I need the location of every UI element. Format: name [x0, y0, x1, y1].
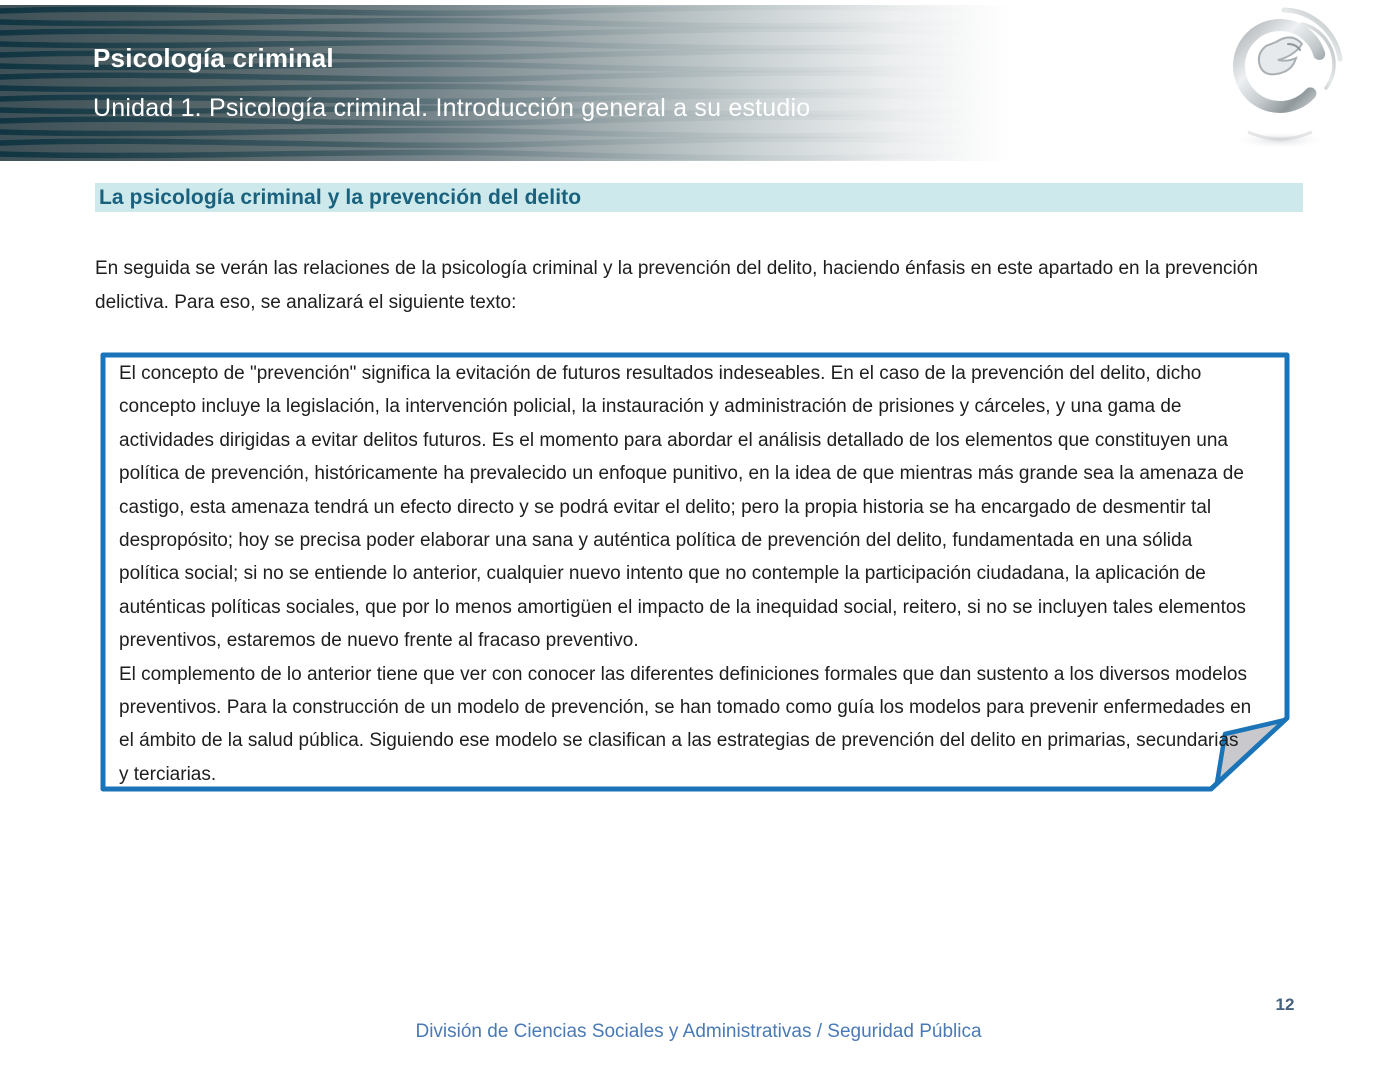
page-title: Psicología criminal: [93, 43, 334, 73]
footer-division-label: División de Ciencias Sociales y Administrativas / Seguridad Pública: [415, 1021, 982, 1042]
swirl-eagle-icon: [1218, 4, 1352, 154]
page-subtitle: Unidad 1. Psicología criminal. Introducción general a su estudio: [93, 94, 811, 122]
header-band: [0, 5, 1012, 161]
quote-box: [100, 352, 1290, 792]
brand-logo: [1218, 4, 1352, 154]
intro-paragraph: En seguida se verán las relaciones de la psicología criminal y la prevención del delito, haciendo énfasis en este apartado en la prevención delictiva. Para eso, se analizará el siguiente texto:: [95, 258, 1258, 313]
quote-paragraph-1: El concepto de "prevención" significa la evitación de futuros resultados indeseables. En el caso de la prevención del delito, dicho concepto incluye la legislación, la intervención policial, la instauración y administración de prisiones y cárceles, y una gama de actividades dirigidas a evitar delitos futuros. Es el momento para abordar el análisis detallado de los elementos que constituyen una política de prevención, históricamente ha prevalecido un enfoque punitivo, en la idea de que mientras más grande sea la amenaza de castigo, esta amenaza tendrá un efecto directo y se podrá evitar el delito; pero la propia historia se ha encargado de desmentir tal despropósito; hoy se precisa poder elaborar una sana y auténtica política de prevención del delito, fundamentada en una sólida política social; si no se entiende lo anterior, cualquier nuevo intento que no contemple la participación ciudadana, la aplicación de auténticas políticas sociales, que por lo menos amortigüen el impacto de la inequidad social, reitero, si no se incluyen tales elementos preventivos, estaremos de nuevo frente al fracaso preventivo.: [119, 363, 1246, 652]
quote-paragraph-2: El complemento de lo anterior tiene que ver con conocer las diferentes definiciones formales que dan sustento a los diversos modelos preventivos. Para la construcción de un modelo de prevención, se han tomado como guía los modelos para prevenir enfermedades en el ámbito de la salud pública. Siguiendo ese modelo se clasifican a las estrategias de prevención del delito en primarias, secundarias y terciarias.: [119, 663, 1252, 785]
quote-text: [119, 357, 1252, 791]
header-titles: [93, 43, 810, 123]
section-heading-bar: [95, 183, 1303, 212]
section-heading: La psicología criminal y la prevención del delito: [99, 185, 582, 209]
page-number: 12: [1275, 995, 1295, 1014]
